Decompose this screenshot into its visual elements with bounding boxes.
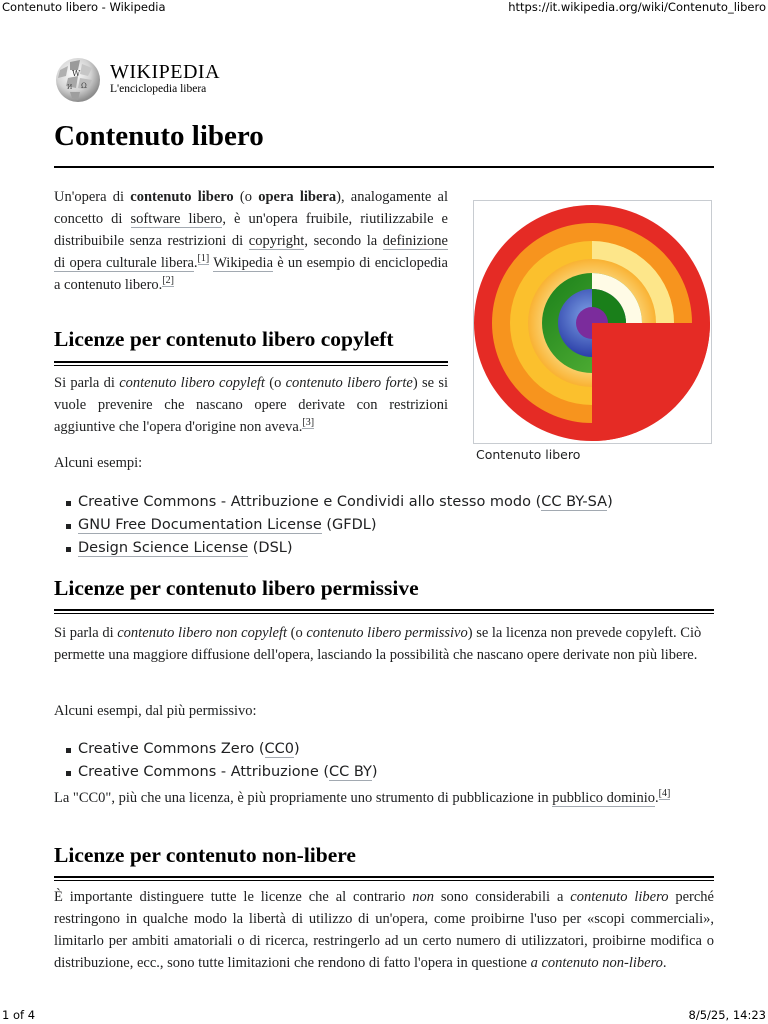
ref-3[interactable]: [3]	[302, 417, 315, 429]
copyleft-examples-list	[54, 491, 613, 560]
list-item: Design Science License (DSL)	[54, 537, 613, 560]
wikipedia-globe-icon	[54, 56, 102, 104]
link-dsl[interactable]: Design Science License	[78, 540, 249, 556]
title-divider	[54, 166, 714, 168]
free-content-logo-image	[474, 203, 711, 441]
ref-4[interactable]: [4]	[658, 788, 671, 800]
svg-text:И: И	[67, 84, 73, 91]
link-cc-by-sa[interactable]: CC BY-SA	[541, 494, 608, 510]
permissive-examples-list	[54, 738, 378, 784]
link-copyright[interactable]: copyright	[248, 233, 305, 249]
non-free-paragraph: È importante distinguere tutte le licenze che al contrario non sono considerabili a contenuto libero perché restringono in qualche modo la libertà di utilizzo di un'opera, come proibirne l'uso per «scopi commerciali», limitarlo per ambiti amatoriali o di ricerca, restringerlo ad un certo numero di utilizzatori, proibirne modifica o distribuzione, ecc., sono tutte limitazioni che rendono di fatto l'opera in questione a contenuto non-libero.	[54, 889, 714, 971]
page-title: Contenuto libero	[54, 120, 264, 152]
print-footer	[0, 1008, 768, 1024]
free-content-logo-figure[interactable]	[473, 200, 712, 444]
link-wikipedia[interactable]: Wikipedia	[213, 255, 274, 271]
list-item: Creative Commons - Attribuzione e Condividi allo stesso modo (CC BY-SA)	[54, 491, 613, 514]
list-item: Creative Commons Zero (CC0)	[54, 738, 378, 761]
link-gfdl[interactable]: GNU Free Documentation License	[78, 517, 322, 533]
heading-permissive-divider	[54, 609, 714, 614]
list-item: Creative Commons - Attribuzione (CC BY)	[54, 761, 378, 784]
heading-copyleft-divider	[54, 361, 448, 366]
link-definizione[interactable]: definizione di opera culturale libera	[54, 233, 448, 271]
copyleft-paragraph: Si parla di contenuto libero copyleft (o contenuto libero forte) se si vuole prevenire che nascano opere derivate con restrizioni aggiuntive che l'opera d'origine non aveva.[3]	[54, 375, 448, 435]
link-cc-by[interactable]: CC BY	[329, 764, 372, 780]
cc0-note: La "CC0", più che una licenza, è più propriamente uno strumento di pubblicazione in pubblico dominio.[4]	[54, 788, 671, 806]
heading-permissive: Licenze per contenuto libero permissive	[54, 576, 419, 600]
heading-non-free-divider	[54, 876, 714, 881]
print-url: https://it.wikipedia.org/wiki/Contenuto_libero	[508, 0, 766, 14]
copyleft-examples-label: Alcuni esempi:	[54, 455, 143, 471]
permissive-examples-label: Alcuni esempi, dal più permissivo:	[54, 703, 257, 719]
print-page-title: Contenuto libero - Wikipedia	[2, 0, 166, 14]
link-cc0[interactable]: CC0	[264, 741, 294, 757]
list-item: GNU Free Documentation License (GFDL)	[54, 514, 613, 537]
wikipedia-logo[interactable]	[54, 56, 254, 106]
ref-2[interactable]: [2]	[162, 275, 174, 287]
print-datetime: 8/5/25, 14:23	[688, 1008, 766, 1022]
link-software-libero[interactable]: software libero	[130, 211, 223, 227]
intro-paragraph: Un'opera di contenuto libero (o opera libera), analogamente al concetto di software libero, è un'opera fruibile, riutilizzabile e distribuibile senza restrizioni di copyright, secondo la definizione di opera culturale libera.[1] Wikipedia è un esempio di enciclopedia a contenuto libero.[2]	[54, 189, 448, 293]
logo-tagline: L'enciclopedia libera	[110, 83, 207, 95]
svg-text:W: W	[72, 69, 81, 78]
figure-caption: Contenuto libero	[476, 447, 581, 462]
print-header	[0, 0, 768, 16]
heading-copyleft: Licenze per contenuto libero copyleft	[54, 327, 394, 351]
ref-1[interactable]: [1]	[197, 253, 210, 265]
logo-wordmark: WIKIPEDIA	[110, 61, 221, 83]
heading-non-free: Licenze per contenuto non-libere	[54, 843, 356, 867]
svg-text:Ω: Ω	[81, 82, 87, 90]
print-page-number: 1 of 4	[2, 1008, 36, 1022]
link-pubblico-dominio[interactable]: pubblico dominio	[552, 790, 655, 806]
permissive-paragraph: Si parla di contenuto libero non copyleft (o contenuto libero permissivo) se la licenza non prevede copyleft. Ciò permette una maggiore diffusione dell'opera, lasciando la possibilità che nascano opere derivate non più libere.	[54, 625, 702, 663]
